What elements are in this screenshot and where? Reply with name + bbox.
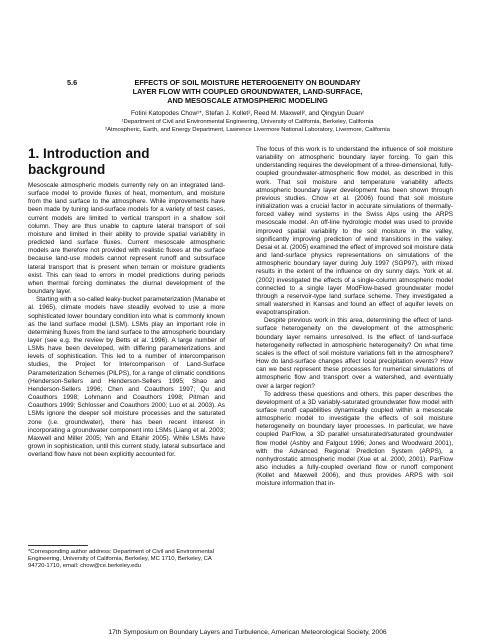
affiliation-1: ¹Department of Civil and Environmental Engineering, University of California, Berkeley, California <box>121 119 374 125</box>
left-column <box>28 146 225 459</box>
right-column <box>256 146 453 489</box>
paper-title-line-3: AND MESOSCALE ATMOSPHERIC MODELING <box>167 96 328 105</box>
right-paragraph-3: To address these questions and others, this paper describes the development of a 3D variably-saturated groundwater flow model with surface runoff capabilities dynamically coupled within a mesoscale atmospheric model to investigate the effects of soil moisture heterogeneity on boundary layer processes. In particular, we have coupled ParFlow, a 3D parallel unsaturated/saturated groundwater flow model (Ashby and Falgout 1996; Jones and Woodward 2001), with the Advanced Regional Prediction System (ARPS), a nonhydrostatic atmospheric model (Xue et al. 2000, 2001). ParFlow also includes a fully-coupled overland flow or runoff component (Kollet and Maxwell 2006), and thus provides ARPS with soil moisture information that in- <box>256 390 453 488</box>
paper-title-line-2: LAYER FLOW WITH COUPLED GROUNDWATER, LAND-SURFACE, <box>132 87 363 96</box>
right-paragraph-1: The focus of this work is to understand the influence of soil moisture variability on atmospheric boundary layer forcing. To gain this understanding requires the development of a three-dimensional, fully-coupled groundwater-atmospheric flow model, as described in this work. That soil moisture and temperature variability affects atmospheric boundary layer development has been shown through previous studies. Chow et al. (2006) found that soil moisture initialization was a crucial factor in accurate simulations of thermally-forced valley wind systems in the Swiss Alps using the ARPS mesoscale model. An off-line hydrologic model was used to provide improved spatial variability to the soil moisture in the valley, significantly improving prediction of wind transitions in the valley. Desai et al. (2005) examined the effect of improved soil moisture data and land-surface physics representations on simulations of the atmospheric boundary layer during July 1997 (SGP97), with mixed results in the extent of the influence on dry sunny days. York et al. (2002) investigated the effects of a single-column atmospheric model connected to a single layer ModFlow-based groundwater model through a reservoir-type land surface scheme. They investigated a small watershed in Kansas and found an effect of aquifer levels on evapotranspiration. <box>256 146 453 317</box>
affiliations <box>0 119 495 134</box>
paper-title-line-1: EFFECTS OF SOIL MOISTURE HETEROGENEITY ON BOUNDARY <box>134 78 361 87</box>
page-footer: 17th Symposium on Boundary Layers and Turbulence, American Meteorological Society, 2006 <box>108 629 387 636</box>
paper-number: 5.6 <box>67 78 78 87</box>
affiliation-2: ²Atmospheric, Earth, and Energy Department, Lawrence Livermore National Laboratory, Livermore, California <box>105 126 390 133</box>
left-paragraph-1: Mesoscale atmospheric models currently rely on an integrated land-surface model to provide fluxes of heat, momentum, and moisture from the land surface to the atmosphere. While improvements have been made by tuning land-surface models for a variety of test cases, current models are limited to vertical transport in a shallow soil column. They are thus unable to capture lateral transport of soil moisture and limited in their ability to provide spatial variability in predicted land surface fluxes. Current mesoscale atmospheric models are therefore not provided with realistic fluxes at the surface because land-use models cannot represent runoff and subsurface lateral transport that is present when terrain or moisture gradients exist. This can lead to errors in model predictions during periods when thermal forcing dominates the diurnal development of the boundary layer. <box>28 182 225 296</box>
corresponding-author-footnote: *Corresponding author address: Department of Civil and Environmental Engineering, University of California, Berkeley, MC 1710, Berkeley, CA 94720-1710, email: chow@ce.berkeley.edu <box>28 549 214 570</box>
footnote-rule <box>28 545 88 546</box>
section-heading: 1. Introduction and background <box>28 146 150 177</box>
paper-header <box>0 78 495 105</box>
author-list: Fotini Katopodes Chow¹*, Stefan J. Kollet², Reed M. Maxwell², and Qingyun Duan² <box>130 110 364 117</box>
right-paragraph-2: Despite previous work in this area, determining the effect of land-surface heterogeneity on the development of the atmospheric boundary layer remains unresolved. Is the effect of land-surface heterogeneity reflected in atmospheric heterogeneity? On what time scales is the effect of soil moisture variations felt in the atmosphere? How do land-surface changes affect local precipitation events? How can we best represent these processes for numerical simulations of atmospheric flow and transport over a watershed, and eventually over a larger region? <box>256 317 453 390</box>
left-paragraph-2: Starting with a so-called leaky-bucket parameterization (Manabe et al. 1965), climate models have steadily evolved to use a more sophisticated lower boundary condition into what is commonly known as the land surface model (LSM). LSMs play an important role in determining fluxes from the land surface to the atmospheric boundary layer (see e.g. the review by Betts et al. 1996). A large number of LSMs have been developed, with differing parameterizations and levels of sophistication. This led to a number of intercomparison studies, the Project for Intercomparison of Land-Surface Parameterization Schemes (PILPS), for a range of climatic conditions (Henderson-Sellers and Henderson-Sellers 1995; Shao and Henderson-Sellers 1996; Chen and Coauthors 1997; Qu and Coauthors 1998; Lohmann and Coauthors 1998; Pitman and Coauthors 1999; Schlosser and Coauthors 2000; Luo et al. 2003). As LSMs ignore the deeper soil moisture processes and the saturated zone (i.e. groundwater), there has been recent interest in incorporating a groundwater component into LSMs (Liang et al. 2003; Maxwell and Miller 2005; Yeh and Eltahir 2005). While LSMs have grown in sophistication, until this current study, lateral subsurface and overland flow have not been explicitly accounted for. <box>28 296 225 459</box>
